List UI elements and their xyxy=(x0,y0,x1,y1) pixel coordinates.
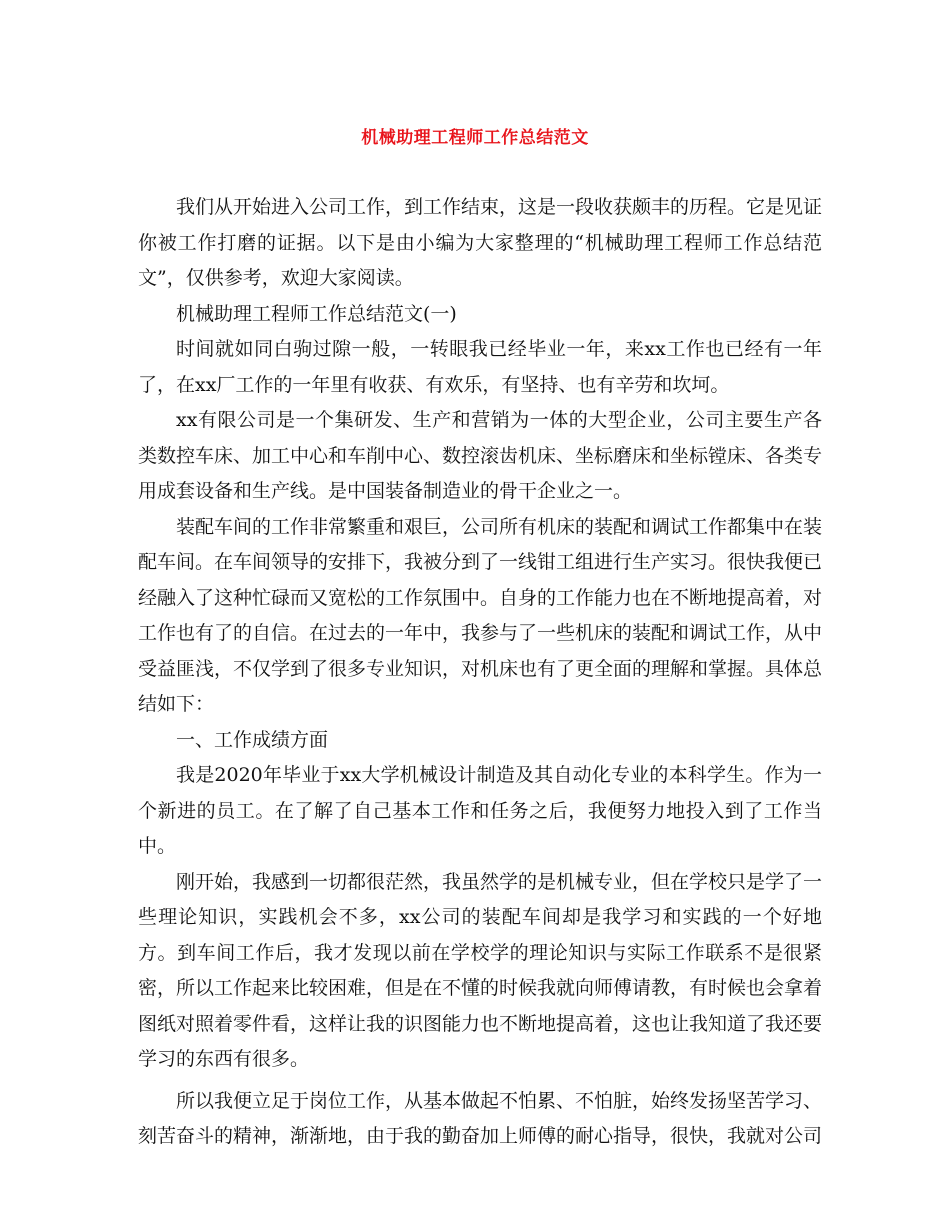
document-title: 机械助理工程师工作总结范文 xyxy=(361,128,589,148)
paragraph: xx有限公司是一个集研发、生产和营销为一体的大型企业，公司主要生产各类数控车床、加工中心和车削中心、数控滚齿机床、坐标磨床和坐标镗床、各类专用成套设备和生产线。是中国装备制造业的骨干企业之一。 xyxy=(138,409,823,502)
paragraph: 所以我便立足于岗位工作，从基本做起不怕累、不怕脏，始终发扬坚苦学习、刻苦奋斗的精神，渐渐地，由于我的勤奋加上师傅的耐心指导，很快，我就对公司 xyxy=(138,1089,823,1147)
paragraph: 装配车间的工作非常繁重和艰巨，公司所有机床的装配和调试工作都集中在装配车间。在车间领导的安排下，我被分到了一线钳工组进行生产实习。很快我便已经融入了这种忙碌而又宽松的工作氛围中。自身的工作能力也在不断地提高着，对工作也有了的自信。在过去的一年中，我参与了一些机床的装配和调试工作，从中受益匪浅，不仅学到了很多专业知识，对机床也有了更全面的理解和掌握。具体总结如下： xyxy=(138,515,823,715)
paragraph: 时间就如同白驹过隙一般，一转眼我已经毕业一年，来xx工作也已经有一年了，在xx厂工作的一年里有收获、有欢乐，有坚持、也有辛劳和坎坷。 xyxy=(138,338,822,396)
paragraph: 我是2020年毕业于xx大学机械设计制造及其自动化专业的本科学生。作为一个新进的员工。在了解了自己基本工作和任务之后，我便努力地投入到了工作当中。 xyxy=(138,764,822,857)
paragraph: 刚开始，我感到一切都很茫然，我虽然学的是机械专业，但在学校只是学了一些理论知识，实践机会不多，xx公司的装配车间却是我学习和实践的一个好地方。到车间工作后，我才发现以前在学校学的理论知识与实际工作联系不是很紧密，所以工作起来比较困难，但是在不懂的时候我就向师傅请教，有时候也会拿着图纸对照着零件看，这样让我的识图能力也不断地提高着，这也让我知道了我还要学习的东西有很多。 xyxy=(138,870,823,1070)
section-heading-achievements: 一、工作成绩方面 xyxy=(176,728,329,751)
section-heading-part-one: 机械助理工程师工作总结范文(一) xyxy=(176,302,457,325)
paragraph-intro: 我们从开始进入公司工作，到工作结束，这是一段收获颇丰的历程。它是见证你被工作打磨的证据。以下是由小编为大家整理的“机械助理工程师工作总结范文”，仅供参考，欢迎大家阅读。 xyxy=(138,196,823,289)
document-body xyxy=(138,190,822,1155)
